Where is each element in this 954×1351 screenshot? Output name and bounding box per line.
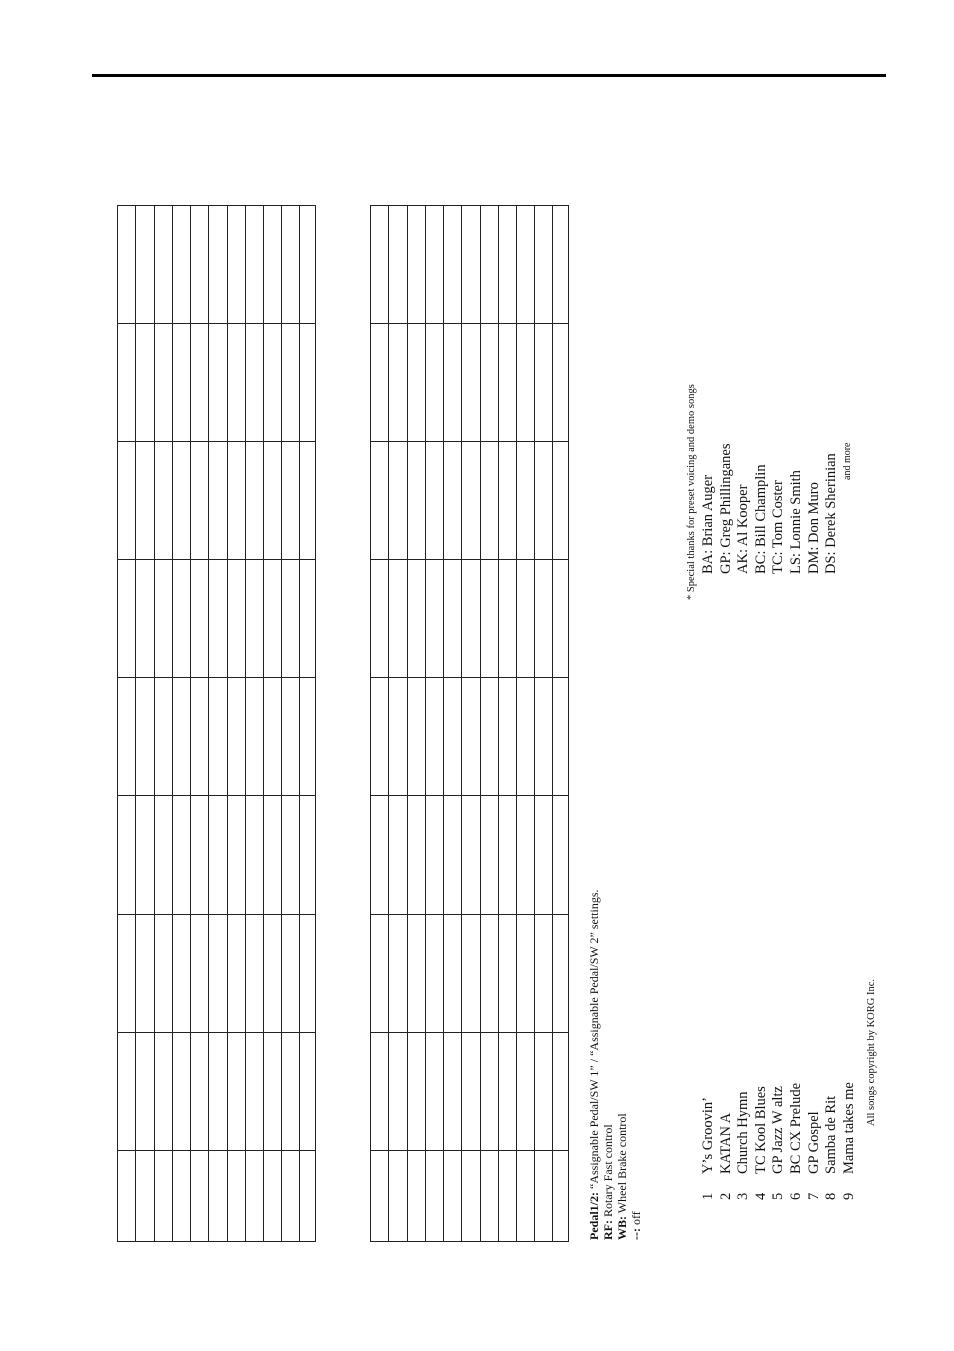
song-number: 4	[752, 1192, 769, 1200]
song-number: 1	[700, 1192, 716, 1200]
legend-pedal-key: Pedal1/2:	[587, 1192, 601, 1240]
list-item	[718, 1082, 736, 1200]
legend-block	[587, 889, 643, 1240]
song-number: 5	[770, 1192, 787, 1200]
legend-off-key: --:	[629, 1228, 643, 1240]
song-title: GP Gospel	[805, 1111, 822, 1174]
song-title: Mama takes me	[840, 1082, 857, 1174]
song-number: 8	[823, 1192, 840, 1200]
legend-pedal	[587, 889, 601, 1240]
legend-rf-text: Rotary Fast control	[601, 1124, 615, 1220]
list-item: AK: Al Kooper	[735, 484, 752, 574]
list-item	[770, 1082, 788, 1200]
list-item	[735, 1082, 753, 1200]
and-more-note: and more	[842, 442, 853, 480]
thanks-heading: * Special thanks for preset voicing and demo songs	[686, 384, 697, 600]
list-item: DS: Derek Sherinian	[823, 453, 840, 574]
legend-pedal-text: “Assignable Pedal/SW 1” / “Assignable Pedal/SW 2” settings.	[587, 889, 601, 1192]
song-title: BC CX Prelude	[787, 1082, 804, 1174]
song-title: Y’s Groovin’	[700, 1097, 716, 1174]
list-item	[823, 1082, 841, 1200]
list-item: DM: Don Muro	[805, 482, 822, 574]
list-item	[753, 1082, 771, 1200]
song-number: 2	[717, 1192, 734, 1200]
song-title: KATAN A	[717, 1112, 734, 1174]
credits-list	[700, 444, 841, 575]
list-item	[788, 1082, 806, 1200]
list-item	[806, 1082, 824, 1200]
song-number: 7	[805, 1192, 822, 1200]
header-rule	[92, 74, 886, 77]
song-number: 3	[735, 1192, 752, 1200]
demo-song-list	[700, 1082, 858, 1200]
list-item: TC: Tom Coster	[770, 480, 787, 574]
legend-rf	[601, 889, 615, 1240]
table-2-grid-lines	[370, 205, 569, 1242]
song-title: Church Hymn	[735, 1091, 752, 1174]
legend-wb-key: WB:	[615, 1216, 629, 1240]
list-item	[841, 1082, 859, 1200]
song-number: 6	[787, 1192, 804, 1200]
song-number: 9	[840, 1192, 857, 1200]
table-1-grid-lines	[117, 205, 316, 1242]
song-title: GP Jazz W altz	[770, 1086, 787, 1174]
legend-off	[629, 889, 643, 1240]
song-title: Samba de Rit	[823, 1095, 840, 1174]
copyright-note: All songs copyright by KORG Inc.	[866, 979, 877, 1126]
list-item: GP: Greg Phillinganes	[717, 443, 734, 574]
legend-wb-text: Wheel Brake control	[615, 1113, 629, 1216]
settings-table-2	[370, 205, 569, 1242]
legend-rf-key: RF:	[601, 1220, 615, 1240]
list-item: BA: Brian Auger	[700, 474, 716, 574]
legend-off-text: off	[629, 1211, 643, 1228]
settings-table-1	[117, 205, 316, 1242]
song-title: TC Kool Blues	[752, 1086, 769, 1174]
list-item: LS: Lonnie Smith	[787, 470, 804, 574]
list-item: BC: Bill Champlin	[752, 464, 769, 574]
legend-wb	[615, 889, 629, 1240]
list-item	[700, 1082, 718, 1200]
